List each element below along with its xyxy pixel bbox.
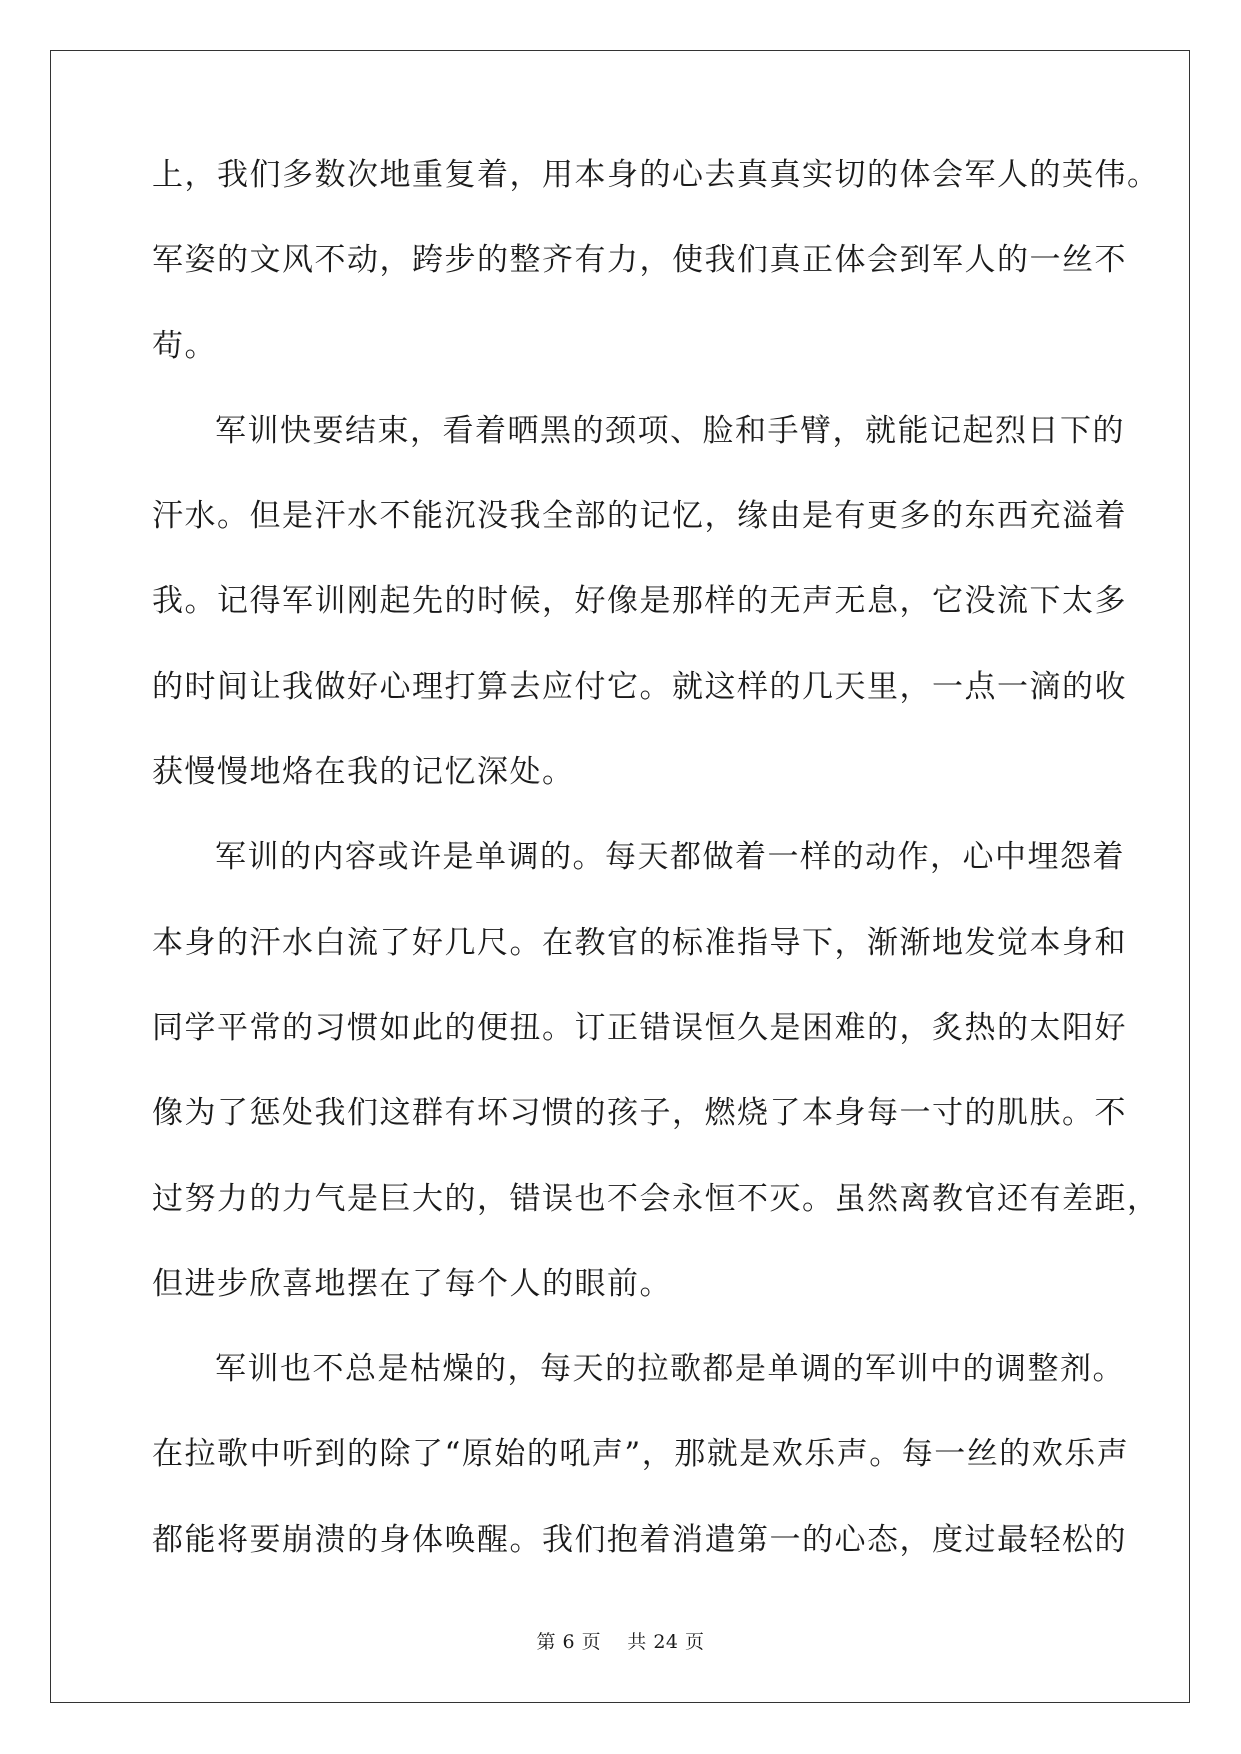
- text-line: 苟。: [152, 327, 217, 364]
- text-line: 但进步欣喜地摆在了每个人的眼前。: [152, 1265, 672, 1302]
- text-line: 在拉歌中听到的除了“原始的吼声”，那就是欢乐声。每一丝的欢乐声: [152, 1436, 1130, 1473]
- text-line: 我。记得军训刚起先的时候，好像是那样的无声无息，它没流下太多: [152, 583, 1127, 620]
- text-line: 军姿的文风不动，跨步的整齐有力，使我们真正体会到军人的一丝不: [152, 242, 1127, 279]
- text-line: 上，我们多数次地重复着，用本身的心去真真实切的体会军人的英伟。: [152, 157, 1160, 193]
- text-line: 都能将要崩溃的身体唤醒。我们抱着消遣第一的心态，度过最轻松的: [152, 1521, 1127, 1558]
- text-line: 过努力的力气是巨大的，错误也不会永恒不灭。虽然离教官还有差距，: [152, 1180, 1160, 1217]
- text-line: 本身的汗水白流了好几尺。在教官的标准指导下，渐渐地发觉本身和: [152, 924, 1127, 961]
- paragraph-start-line: 军训快要结束，看着晒黑的颈项、脸和手臂，就能记起烈日下的: [215, 412, 1125, 449]
- text-line: 的时间让我做好心理打算去应付它。就这样的几天里，一点一滴的收: [152, 668, 1127, 705]
- page-footer: [0, 1627, 1241, 1654]
- text-line: 汗水。但是汗水不能沉没我全部的记忆，缘由是有更多的东西充溢着: [152, 498, 1127, 535]
- document-body: [152, 157, 1160, 1610]
- text-line: 像为了惩处我们这群有坏习惯的孩子，燃烧了本身每一寸的肌肤。不: [152, 1095, 1127, 1132]
- paragraph-start-line: 军训也不总是枯燥的，每天的拉歌都是单调的军训中的调整剂。: [215, 1351, 1125, 1388]
- text-line: 获慢慢地烙在我的记忆深处。: [152, 754, 575, 791]
- paragraph-start-line: 军训的内容或许是单调的。每天都做着一样的动作，心中埋怨着: [215, 839, 1125, 876]
- text-line: 同学平常的习惯如此的便扭。订正错误恒久是困难的，炙热的太阳好: [152, 1009, 1127, 1046]
- page-number: 第 6 页: [536, 1631, 602, 1653]
- total-pages: 共 24 页: [627, 1631, 705, 1653]
